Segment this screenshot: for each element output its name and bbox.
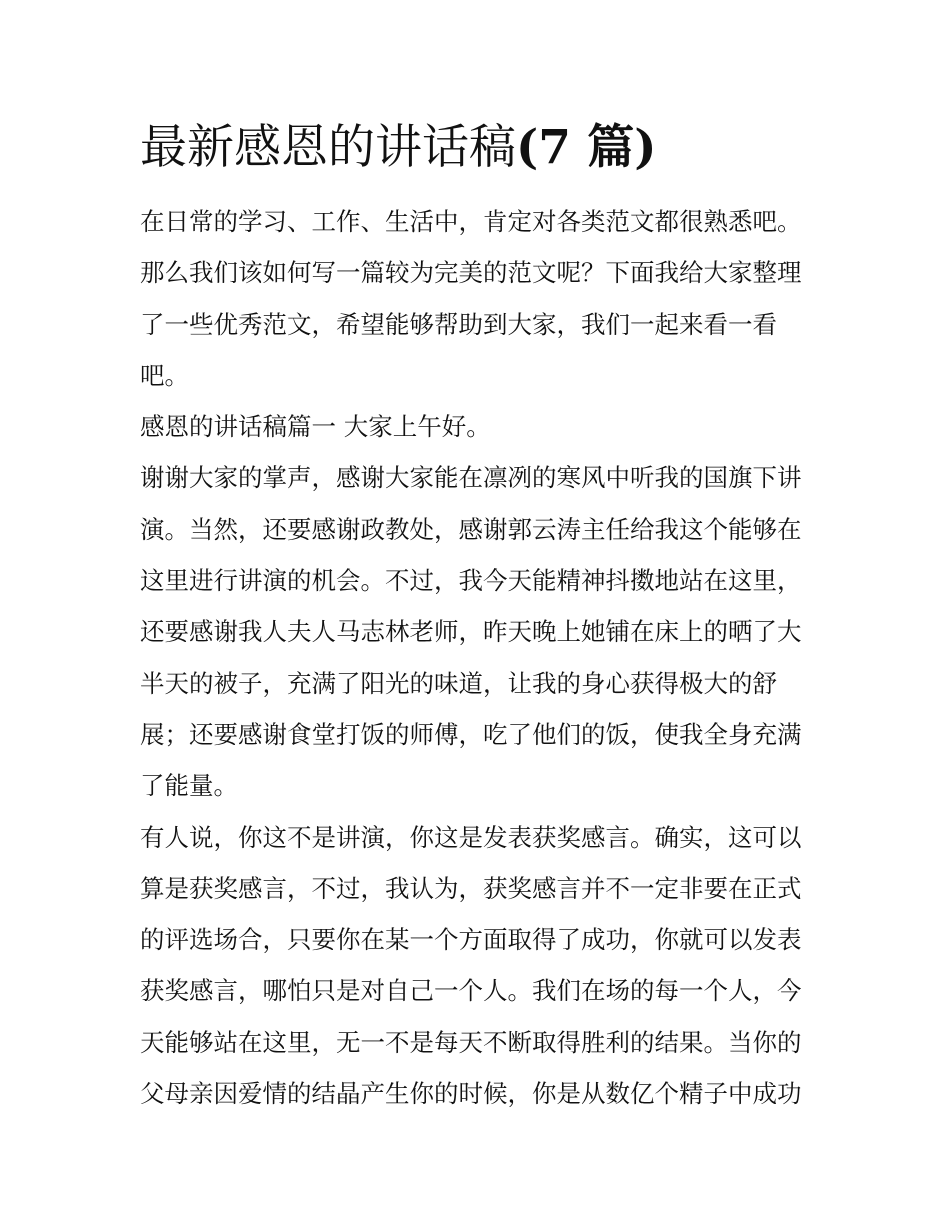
title-text: 最新感恩的讲话稿 (140, 120, 516, 175)
section-heading-line: 感恩的讲话稿篇一 大家上午好。 (140, 412, 491, 442)
title-count: (7 篇) (516, 120, 657, 175)
text-line: 谢谢大家的掌声，感谢大家能在凛冽的寒风中听我的国旗下讲 (140, 463, 802, 493)
text-line: 演。当然，还要感谢政教处，感谢郭云涛主任给我这个能够在 (140, 514, 802, 544)
body-text (140, 196, 812, 1119)
text-line: 在日常的学习、工作、生活中，肯定对各类范文都很熟悉吧。 (140, 207, 802, 236)
text-line: 父母亲因爱情的结晶产生你的时候，你是从数亿个精子中成功 (140, 1079, 802, 1109)
text-line: 还要感谢我人夫人马志林老师，昨天晚上她铺在床上的晒了大 (140, 617, 802, 647)
text-line: 获奖感言，哪怕只是对自己一个人。我们在场的每一个人，今 (140, 976, 802, 1006)
text-line: 那么我们该如何写一篇较为完美的范文呢？下面我给大家整理 (140, 258, 802, 288)
text-line: 天能够站在这里，无一不是每天不断取得胜利的结果。当你的 (140, 1027, 802, 1057)
page-title (140, 118, 657, 178)
text-line: 了能量。 (140, 771, 238, 801)
text-line: 算是获奖感言，不过，我认为，获奖感言并不一定非要在正式 (140, 873, 802, 903)
text-line: 吧。 (140, 360, 189, 390)
text-line: 有人说，你这不是讲演，你这是发表获奖感言。确实，这可以 (140, 822, 802, 852)
text-line: 的评选场合，只要你在某一个方面取得了成功，你就可以发表 (140, 925, 802, 955)
text-line: 了一些优秀范文，希望能够帮助到大家，我们一起来看一看 (140, 309, 777, 339)
text-line: 半天的被子，充满了阳光的味道，让我的身心获得极大的舒 (140, 668, 777, 698)
text-line: 展；还要感谢食堂打饭的师傅，吃了他们的饭，使我全身充满 (140, 719, 802, 749)
text-line: 这里进行讲演的机会。不过，我今天能精神抖擞地站在这里， (140, 566, 802, 596)
